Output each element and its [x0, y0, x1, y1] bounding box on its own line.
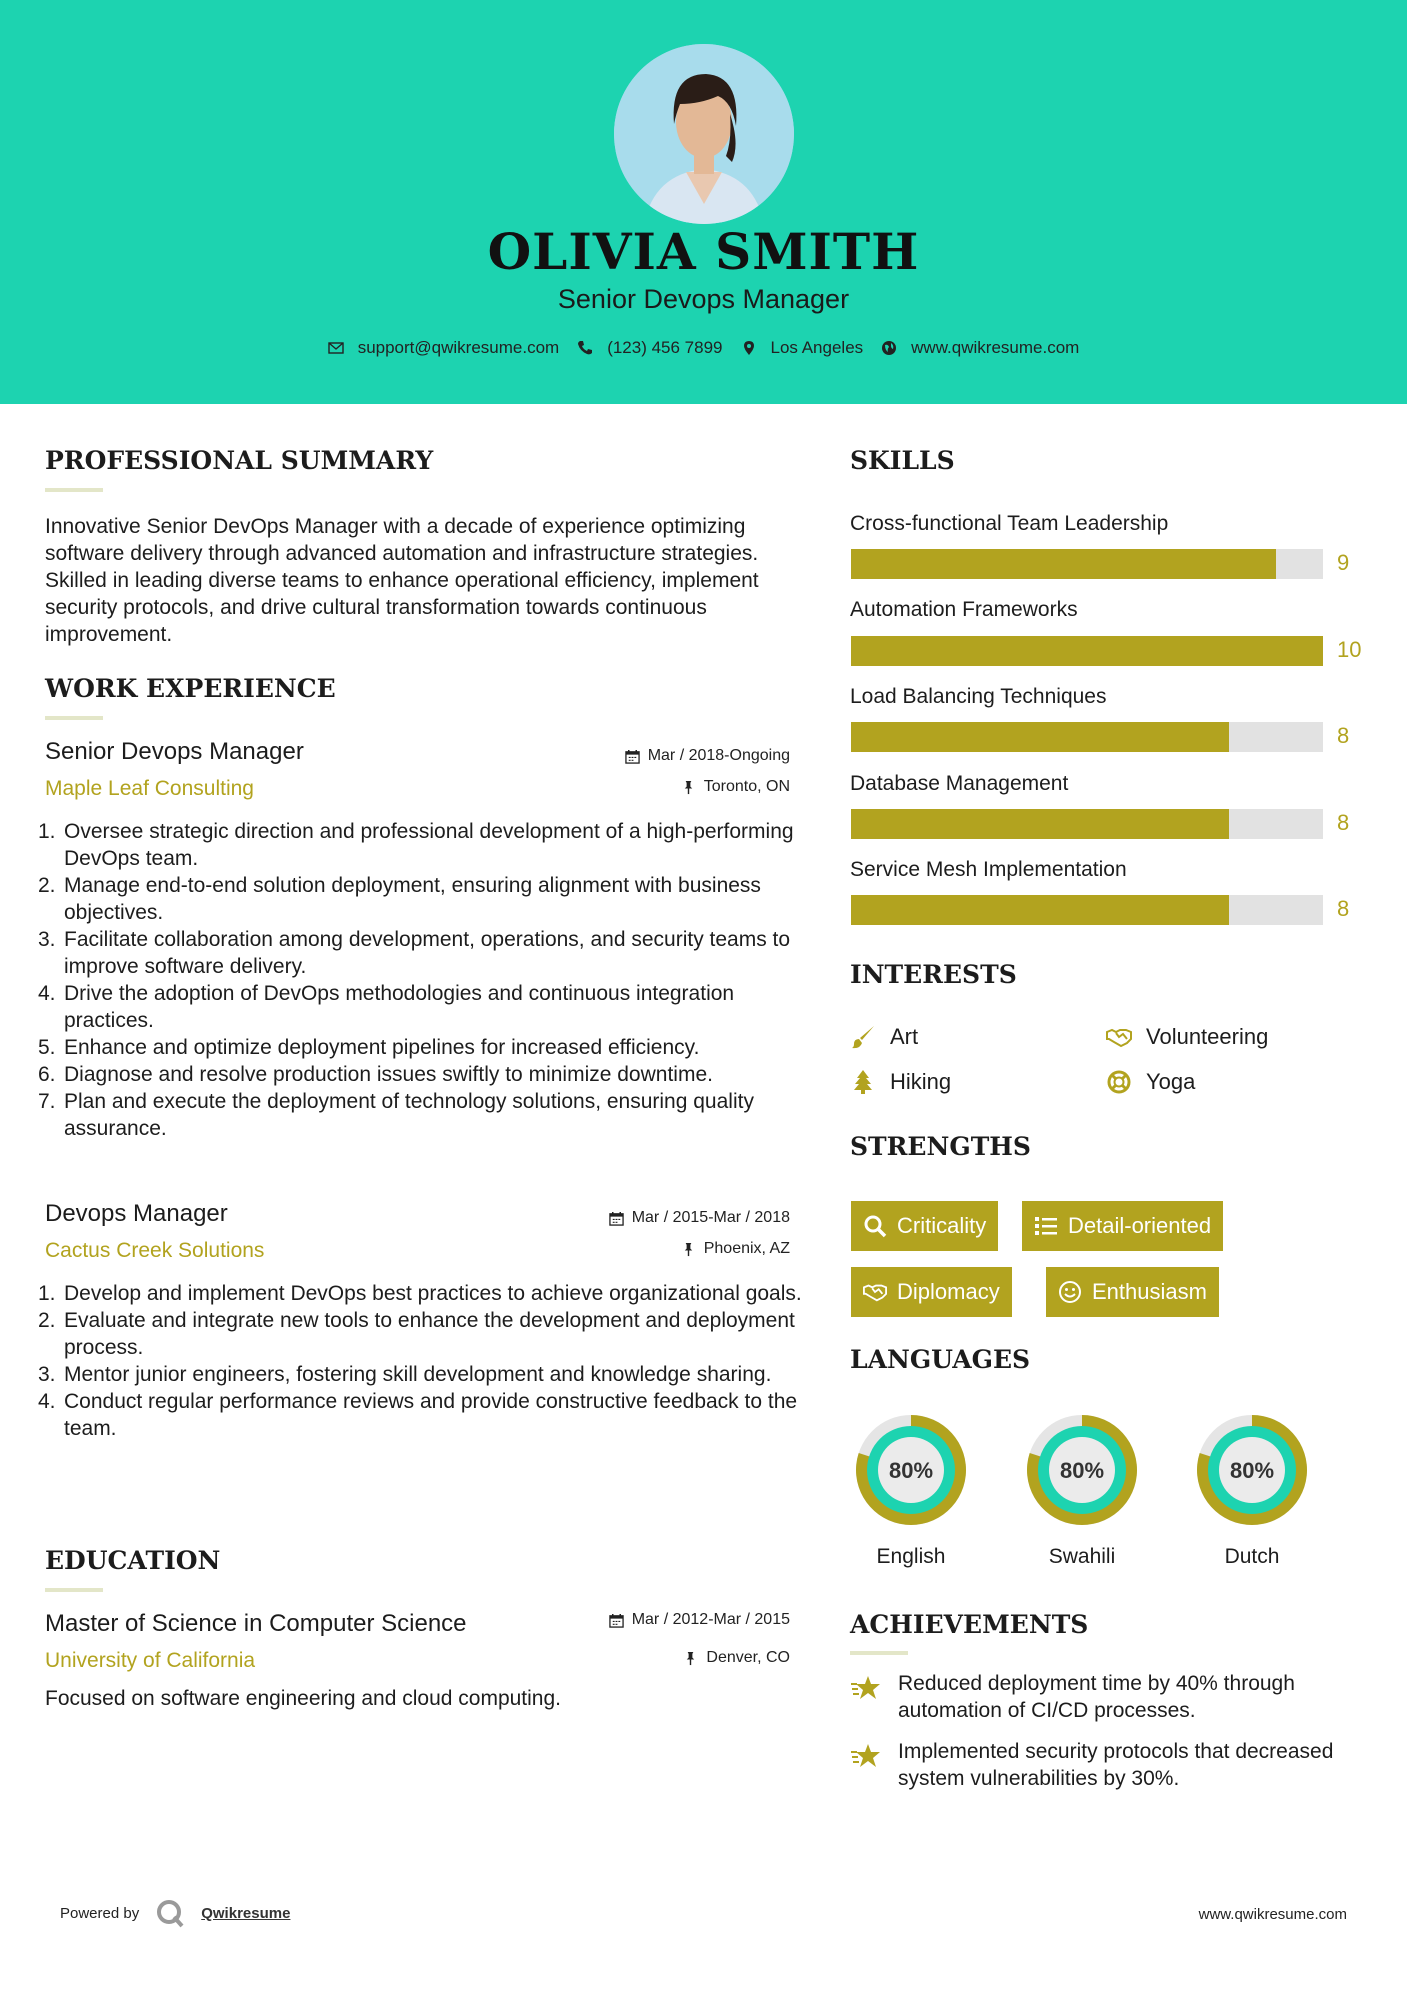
experience-divider	[45, 716, 103, 720]
skill-value: 9	[1337, 550, 1350, 575]
smile-icon	[1058, 1280, 1082, 1304]
language-gauge	[1020, 1408, 1144, 1537]
skill-bar-track	[851, 722, 1323, 752]
skill-bar-track	[851, 809, 1323, 839]
contact-phone-text: (123) 456 7899	[607, 338, 723, 357]
achievements-divider	[850, 1651, 908, 1655]
education-description: Focused on software engineering and cloud computing.	[45, 1687, 561, 1710]
summary-divider	[45, 488, 103, 492]
footer-powered-by	[60, 1898, 290, 1928]
duty-item: 4. Conduct regular performance reviews and provide constructive feedback to the team.	[38, 1390, 798, 1440]
education-dates-text: Mar / 2012-Mar / 2015	[631, 1611, 790, 1628]
education-school: University of California	[45, 1649, 256, 1672]
gauge-percent: 80%	[888, 1458, 934, 1483]
job-location	[681, 778, 790, 796]
skill-value: 8	[1337, 723, 1350, 748]
skill-bar-track	[851, 549, 1323, 579]
candidate-name: OLIVIA SMITH	[487, 222, 920, 281]
interest-item: Yoga	[1106, 1069, 1195, 1095]
duty-item: 3. Facilitate collaboration among development, operations, and security teams to improve software delivery.	[38, 928, 791, 978]
contact-phone[interactable]	[577, 338, 722, 358]
footer-website-link[interactable]: www.qwikresume.com	[1198, 1906, 1347, 1923]
pushpin-icon	[681, 1242, 696, 1257]
calendar-icon	[609, 1211, 624, 1226]
gauge-percent: 80%	[1059, 1458, 1105, 1483]
skill-bar-fill	[851, 549, 1276, 579]
handshake-icon	[1106, 1024, 1132, 1050]
skill-bar-fill	[851, 809, 1229, 839]
duty-item: 4. Drive the adoption of DevOps methodologies and continuous integration practices.	[38, 982, 735, 1032]
skill-bar-fill	[851, 895, 1229, 925]
pushpin-icon	[681, 780, 696, 795]
header-banner	[0, 0, 1407, 404]
education-dates	[609, 1611, 790, 1629]
duty-item: 5. Enhance and optimize deployment pipelines for increased efficiency.	[38, 1036, 700, 1059]
language-name: Swahili	[1048, 1545, 1116, 1568]
duty-item: 7. Plan and execute the deployment of technology solutions, ensuring quality assurance.	[38, 1090, 754, 1140]
skill-label: Automation Frameworks	[850, 598, 1078, 621]
handshake-icon	[863, 1280, 887, 1304]
skill-label: Cross-functional Team Leadership	[850, 512, 1169, 535]
job-dates-text: Mar / 2018-Ongoing	[647, 747, 790, 764]
contact-website-text: www.qwikresume.com	[911, 338, 1080, 357]
pushpin-icon	[683, 1651, 698, 1666]
job-duties-list	[38, 1280, 806, 1442]
qwikresume-logo-icon	[155, 1898, 185, 1928]
job-company: Maple Leaf Consulting	[45, 777, 254, 800]
education-heading: EDUCATION	[45, 1546, 221, 1575]
job-company: Cactus Creek Solutions	[45, 1239, 265, 1262]
skill-bar-track	[851, 636, 1323, 666]
skill-bar-track	[851, 895, 1323, 925]
strength-badge: Criticality	[851, 1201, 998, 1251]
strength-badge: Enthusiasm	[1046, 1267, 1219, 1317]
strengths-heading: STRENGTHS	[850, 1132, 1031, 1161]
job-duties-list	[38, 818, 806, 1142]
envelope-icon	[328, 340, 344, 356]
job-dates-text: Mar / 2015-Mar / 2018	[631, 1209, 790, 1226]
star-icon	[850, 1672, 884, 1706]
paintbrush-icon	[850, 1024, 876, 1050]
experience-heading: WORK EXPERIENCE	[45, 674, 336, 703]
achievements-heading: ACHIEVEMENTS	[850, 1610, 1089, 1639]
language-gauge	[849, 1408, 973, 1537]
contact-location-text: Los Angeles	[770, 338, 864, 357]
gauge-percent: 80%	[1229, 1458, 1275, 1483]
interests-heading: INTERESTS	[850, 960, 1017, 989]
profile-photo	[614, 44, 794, 224]
summary-text: Innovative Senior DevOps Manager with a decade of experience optimizing software delivery through advanced automation and infrastructure strategies. Skilled in leading diverse teams to enhance operational efficiency, implement security protocols, and drive cultural transformation towards continuous improvement.	[45, 515, 759, 646]
summary-heading: PROFESSIONAL SUMMARY	[45, 446, 434, 475]
skills-heading: SKILLS	[850, 446, 955, 475]
skill-value: 10	[1337, 637, 1362, 662]
lifering-icon	[1106, 1069, 1132, 1095]
education-location	[683, 1649, 790, 1667]
job-location-text: Phoenix, AZ	[703, 1240, 790, 1257]
education-degree: Master of Science in Computer Science	[45, 1610, 467, 1637]
skill-bar-fill	[851, 722, 1229, 752]
contact-email-text: support@qwikresume.com	[357, 338, 560, 357]
interest-item: Art	[850, 1024, 918, 1050]
interest-item: Volunteering	[1106, 1024, 1268, 1050]
duty-item: 2. Evaluate and integrate new tools to enhance the development and deployment process.	[38, 1309, 795, 1359]
duty-item: 2. Manage end-to-end solution deployment, ensuring alignment with business objectives.	[38, 874, 761, 924]
achievement-item: Reduced deployment time by 40% through automation of CI/CD processes.	[850, 1670, 1370, 1724]
job-location-text: Toronto, ON	[703, 778, 790, 795]
powered-by-brand-link[interactable]: Qwikresume	[201, 1904, 291, 1922]
skill-bar-fill	[851, 636, 1323, 666]
list-icon	[1034, 1214, 1058, 1238]
duty-item: 6. Diagnose and resolve production issues swiftly to minimize downtime.	[38, 1063, 713, 1086]
job-title: Devops Manager	[45, 1200, 228, 1227]
education-location-text: Denver, CO	[706, 1649, 790, 1666]
languages-heading: LANGUAGES	[850, 1345, 1031, 1374]
job-dates	[625, 747, 790, 765]
language-gauge	[1190, 1408, 1314, 1537]
calendar-icon	[625, 749, 640, 764]
job-title: Senior Devops Manager	[45, 738, 304, 765]
contact-website[interactable]	[881, 338, 1079, 358]
job-location	[681, 1240, 790, 1258]
education-divider	[45, 1588, 103, 1592]
tree-icon	[850, 1069, 876, 1095]
skill-label: Database Management	[850, 772, 1069, 795]
duty-item: 1. Develop and implement DevOps best practices to achieve organizational goals.	[38, 1282, 802, 1305]
achievement-item: Implemented security protocols that decreased system vulnerabilities by 30%.	[850, 1738, 1370, 1792]
map-marker-icon	[741, 340, 757, 356]
skill-label: Load Balancing Techniques	[850, 685, 1107, 708]
skill-value: 8	[1337, 810, 1350, 835]
contact-bar	[0, 338, 1407, 358]
skill-value: 8	[1337, 896, 1350, 921]
duty-item: 3. Mentor junior engineers, fostering skill development and knowledge sharing.	[38, 1363, 772, 1386]
language-name: English	[876, 1545, 946, 1568]
duty-item: 1. Oversee strategic direction and professional development of a high-performing DevOps team.	[38, 820, 794, 870]
globe-icon	[881, 340, 897, 356]
job-dates	[609, 1209, 790, 1227]
skill-label: Service Mesh Implementation	[850, 858, 1127, 881]
star-icon	[850, 1740, 884, 1774]
candidate-role: Senior Devops Manager	[557, 284, 850, 314]
language-name: Dutch	[1224, 1545, 1280, 1568]
interest-item: Hiking	[850, 1069, 951, 1095]
strength-badge: Diplomacy	[851, 1267, 1012, 1317]
search-icon	[863, 1214, 887, 1238]
calendar-icon	[609, 1613, 624, 1628]
contact-email[interactable]	[328, 338, 560, 358]
powered-by-label: Powered by	[60, 1904, 140, 1922]
phone-icon	[577, 340, 593, 356]
strength-badge: Detail-oriented	[1022, 1201, 1223, 1251]
contact-location	[741, 338, 864, 358]
